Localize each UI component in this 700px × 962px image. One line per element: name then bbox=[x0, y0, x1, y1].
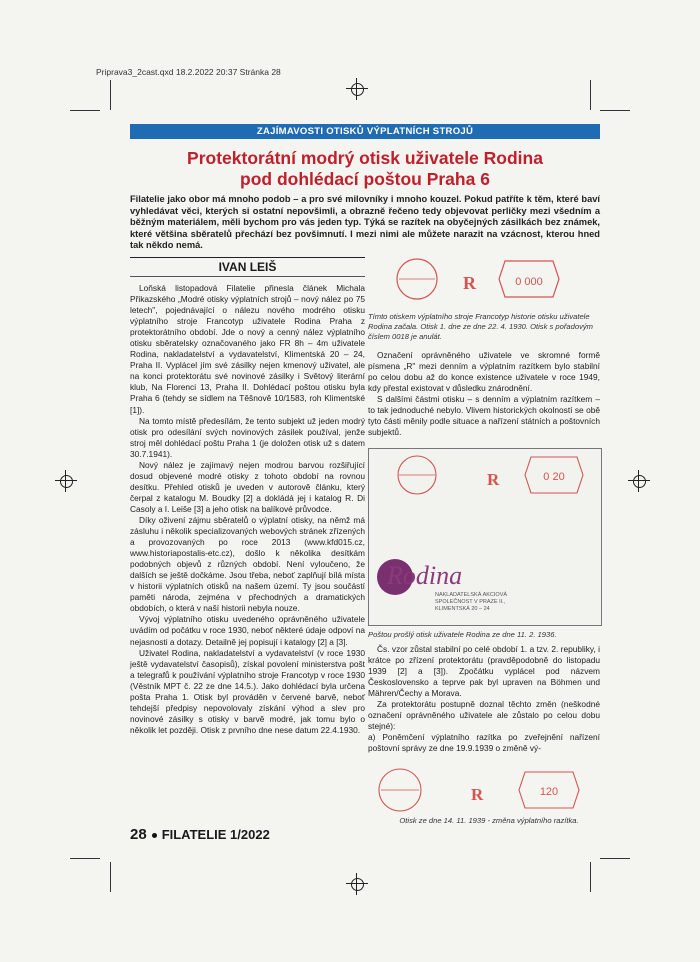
page-number: 28 bbox=[130, 826, 147, 843]
address-line: NAKLADATELSKÁ AKCIOVÁ bbox=[435, 592, 508, 598]
user-letter: R bbox=[471, 785, 484, 804]
right-column-lower bbox=[368, 644, 600, 754]
address-line: KLIMENTSKÁ 20 – 24 bbox=[435, 606, 490, 612]
paragraph: Na tomto místě předesílám, že tento subjekt už jeden modrý otisk pro odesílání svých novinových zásilek používal, jenže stroj měl dohlédací poštu Praha 1 (je doložen otisk už s datem 30.7.1941). bbox=[130, 415, 365, 459]
paragraph: a) Poněmčení výplatního razítka po zveřejnění nařízení poštovní správy ze dne 19.9.1939 o změně vý- bbox=[368, 732, 600, 754]
crop-tick bbox=[70, 110, 100, 111]
user-letter: R bbox=[463, 273, 476, 293]
paragraph: Nový nález je zajímavý nejen modrou barvou rozšiřující dosud objevené modré otisky z tohoto období na rovnou desítku. Přehled otisků je uveden v autorově článku, který čerpal z katalogu M. Boudky [2] a dokládá jej i katalog R. Di Casoly a I. Leiše [3] a jeho otisk na balíkové průvodce. bbox=[130, 459, 365, 514]
paragraph: Loňská listopadová Filatelie přinesla článek Michala Přikazského „Modré otisky výplatních strojů – nový nález po 75 letech", pojednávající o nálezu nového modrého otisku výplatního stroje Francotyp uživatele Rodina Praha z protektorátního období. Jde o nový a cenný nález výplatního otisku sběratelsky označovaného jako FR 8h – 4m uživatele Rodina, nakladatelství a vydavatelství, Klimentská 20 – 24, Praha II. Vyplácel jím své zásilky nejen kmenový uživatel, ale na konci protektorátu své novinové zásilky i Světový literární klub, Na Florenci 13, Praha II. Dohlédací poštou otisku byla Praha 6 (tehdy se sídlem na Těšnově 10/1583, roh Klimentské [1]). bbox=[130, 283, 365, 415]
article-title bbox=[130, 148, 600, 190]
address-line: SPOLEČNOST V PRAZE II., bbox=[435, 599, 506, 605]
franking-stamp-3 bbox=[375, 765, 595, 815]
caption-stamp-3: Otisk ze dne 14. 11. 1939 - změna výplatního razítka. bbox=[399, 816, 579, 825]
paragraph: Díky oživení zájmu sběratelů o výplatní otisky, na němž má zásluhu i několik specializovaných webových stránek zřízených a provozovaných po roce 2013 (www.kfd015.cz, www.historiapostalis-etc.cz), došlo k několika desítkám podobných objevů z různých období. Není vyloučeno, že dalších se ještě dočkáme. Jsou třeba, neboť zaplňují bílá místa v historii výplatních otisků na našem území. Ty jsou součástí paměti národa, zejména v přechodných a dramatických obdobích, o která v naší historii nebyla nouze. bbox=[130, 514, 365, 614]
registration-mark-top bbox=[346, 78, 368, 100]
paragraph: Uživatel Rodina, nakladatelství a vydavatelství (v roce 1930 ještě vydavatelství časopisů), získal povolení ministerstva pošt a telegrafů k používání výplatního stroje Francotyp v roce 1930 (Věstník MPT č. 22 ze dne 14.5.). Jako dohlédací byla určena pošta Praha 1. Otisk byl prováděn v červené barvě, neboť tehdejší předpisy nepovolovaly získání výhod a slev pro novinové zásilky s otisky v barvě modré, jak tomu bylo o několik let později. Otisk z prvního dne nese datum 22.4.1930. bbox=[130, 647, 365, 735]
paragraph: S dalšími částmi otisku – s denním a výplatním razítkem – to tak jednoduché nebylo. Vlivem historických okolností se obě tyto části měnily podle situace a nařízení státních a poštovních subjektů. bbox=[368, 394, 600, 438]
magazine-issue: FILATELIE 1/2022 bbox=[161, 827, 270, 842]
section-header: ZAJÍMAVOSTI OTISKŮ VÝPLATNÍCH STROJŮ bbox=[130, 124, 600, 139]
caption-envelope: Poštou prošlý otisk uživatele Rodina ze dne 11. 2. 1936. bbox=[368, 630, 557, 639]
crop-tick bbox=[110, 862, 111, 892]
paragraph: Označení oprávněného uživatele ve skromné formě písmena „R" mezi denním a výplatním razítkem bylo stabilní po celou dobu až do konce existence uživatele v roce 1949, kdy přestal existovat v důsledku znárodnění. bbox=[368, 350, 600, 394]
registration-mark-left bbox=[55, 470, 77, 492]
right-column-upper bbox=[368, 350, 600, 438]
crop-tick bbox=[110, 80, 111, 110]
crop-tick bbox=[600, 858, 630, 859]
paragraph: Za protektorátu postupně doznal těchto změn (neškodné označení oprávněného uživatele ale zůstalo po celou dobu stejné): bbox=[368, 699, 600, 732]
author-byline: IVAN LEIŠ bbox=[130, 257, 365, 277]
paragraph: Vývoj výplatního otisku uvedeného oprávněného uživatele uvádím od počátku v roce 1930, neboť některé údaje odpoví na nejasnosti a dotazy. Detailně jej popisují i katalogy [2] a [3]. bbox=[130, 614, 365, 647]
envelope-logo: Rodina bbox=[387, 561, 463, 590]
crop-tick bbox=[590, 862, 591, 892]
crop-tick bbox=[600, 110, 630, 111]
caption-stamp-1: Tímto otiskem výplatního stroje Francotyp historie otisku uživatele Rodina začala. Otisk 1. dne ze dne 22. 4. 1930. Otisk s pořadovým číslem 0018 je anulát. bbox=[368, 312, 593, 341]
envelope-address bbox=[435, 592, 507, 613]
title-line-1: Protektorátní modrý otisk uživatele Rodina bbox=[187, 148, 543, 168]
title-line-2: pod dohlédací poštou Praha 6 bbox=[240, 169, 490, 189]
user-letter: R bbox=[487, 470, 500, 489]
print-slug: Priprava3_2cast.qxd 18.2.2022 20:37 Stránka 28 bbox=[96, 67, 281, 77]
stamp-value: 0 20 bbox=[543, 471, 565, 483]
crop-tick bbox=[590, 80, 591, 110]
franking-stamp-1 bbox=[395, 255, 575, 303]
page-footer bbox=[130, 826, 270, 843]
registration-mark-right bbox=[628, 470, 650, 492]
crop-tick bbox=[70, 858, 100, 859]
paragraph: Čs. vzor zůstal stabilní po celé období 1. a tzv. 2. republiky, i krátce po zřízení protektorátu (pravděpodobně do listopadu 1939 [2] a [3]). Zpočátku vyplácel pod názvem Československo a teprve pak byl upraven na Böhmen und Mähren/Čechy a Morava. bbox=[368, 644, 600, 699]
left-column bbox=[130, 283, 365, 736]
stamp-value: 0 000 bbox=[515, 276, 543, 288]
footer-bullet bbox=[152, 833, 157, 838]
envelope-image bbox=[368, 448, 602, 626]
registration-mark-bottom bbox=[346, 873, 368, 895]
article-lead: Filatelie jako obor má mnoho podob – a pro své milovníky i mnoho kouzel. Pokud patříte k těm, které baví vyhledávat věci, kterých si ostatní nepovšimli, a obrazně řečeno tedy objevovat perličky mezi všedním a běžným materiálem, měli bychom pro vás jeden typ. Týká se razítek na obyčejných zásilkách bez známek, které většina sběratelů přechází bez povšimnutí. I mezi nimi ale můžete narazit na vzácnost, kterou hned tak někdo nemá. bbox=[130, 194, 600, 251]
stamp-value: 120 bbox=[539, 786, 559, 798]
